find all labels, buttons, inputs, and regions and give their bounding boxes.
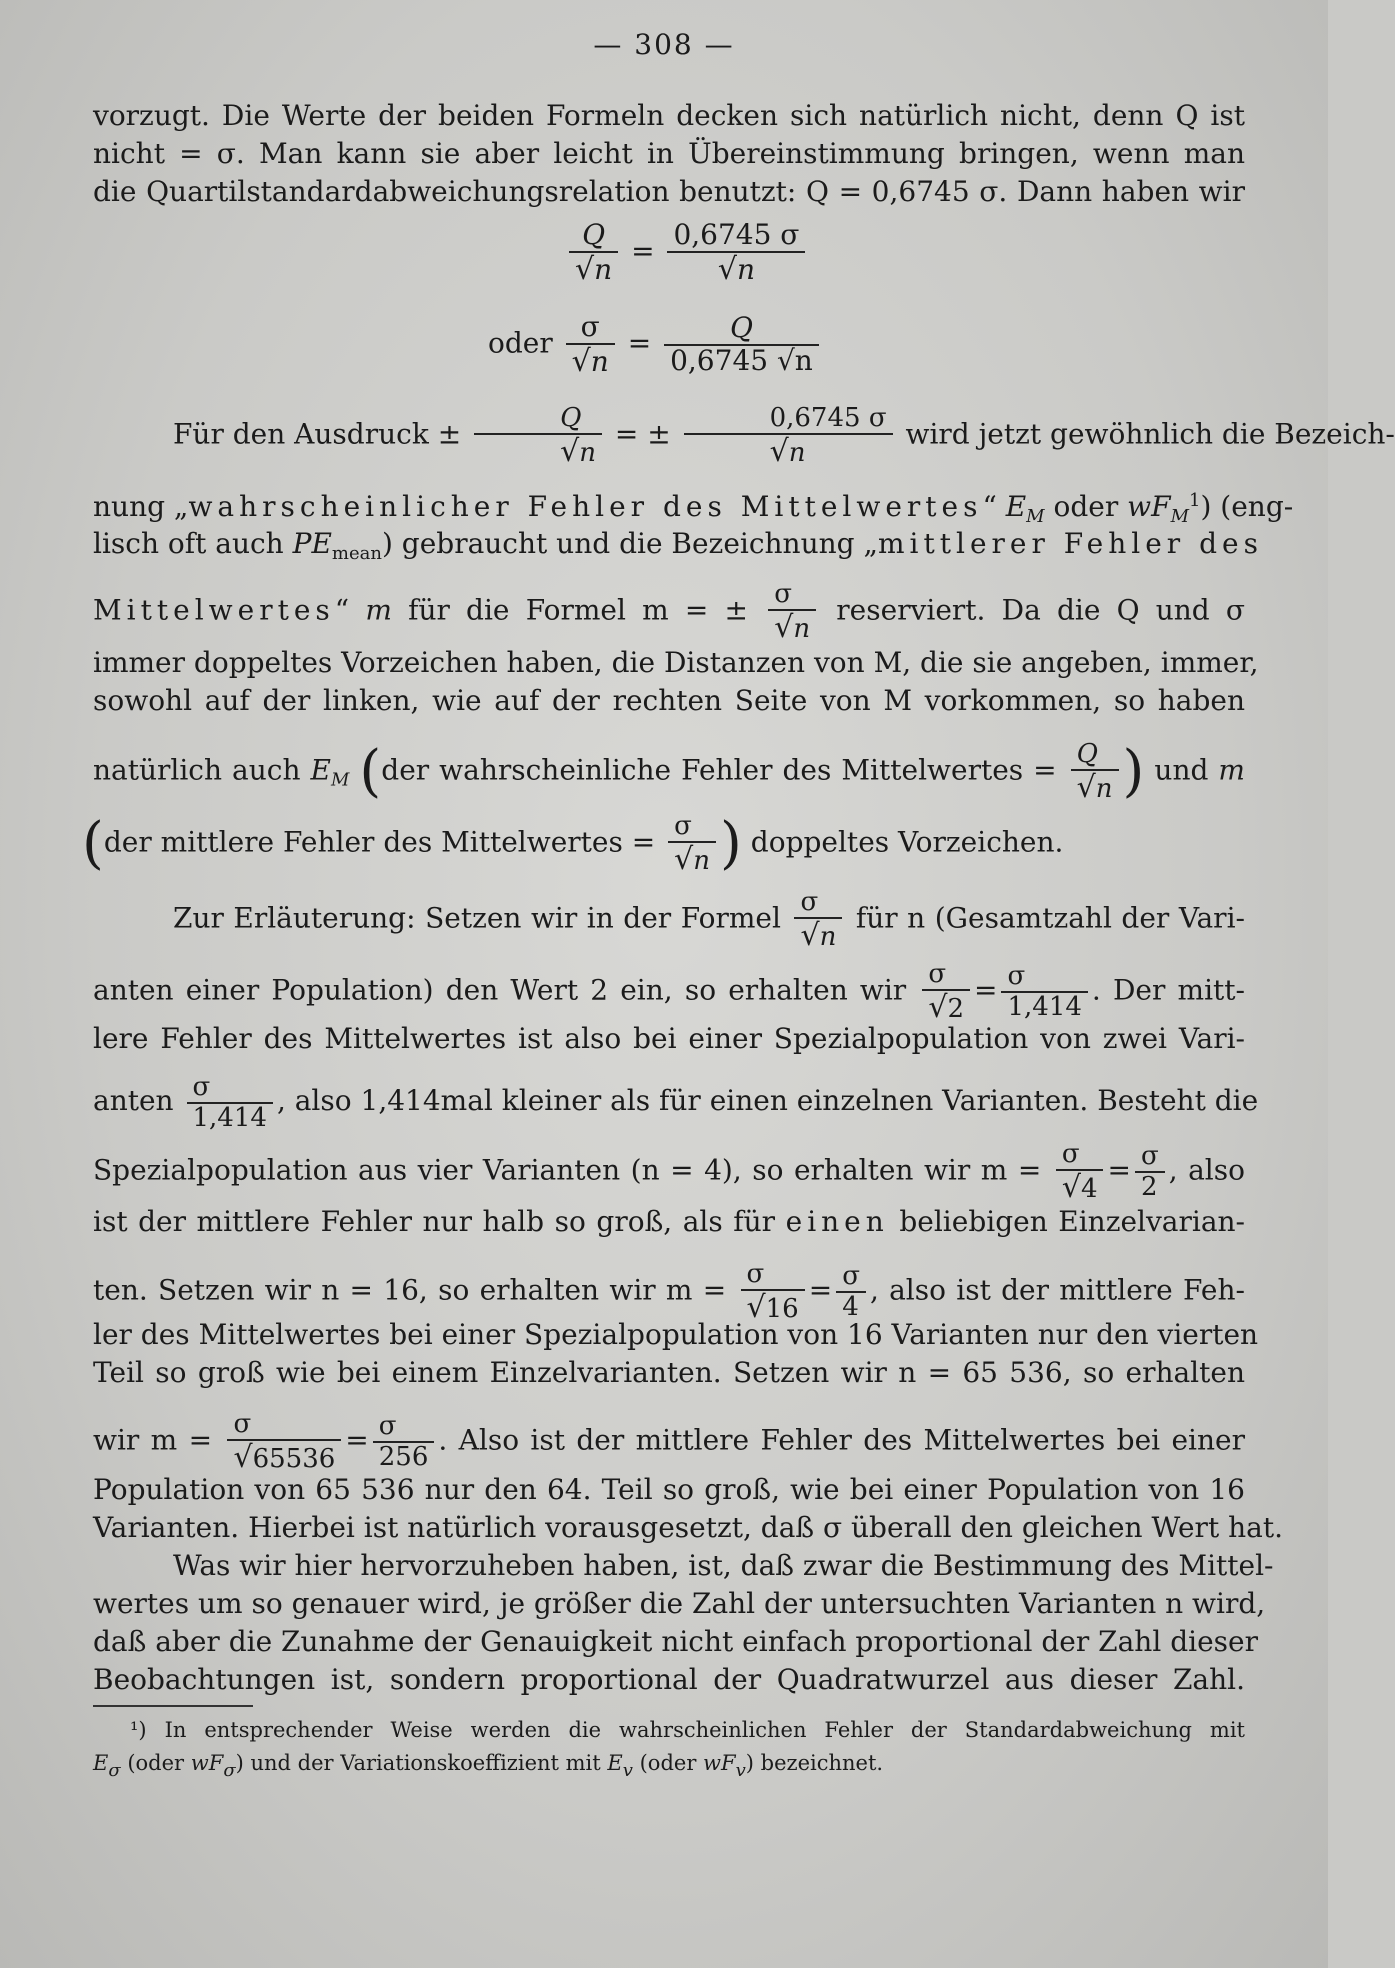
text-line-7	[93, 580, 1245, 644]
l7-m: m	[365, 593, 392, 627]
left-bracket: (	[82, 810, 104, 876]
eq2-lhs-den: n	[590, 344, 609, 378]
eq1-rhs-num: 0,6745 σ	[673, 218, 800, 251]
l11-den: n	[693, 845, 711, 876]
l7-a: “	[334, 593, 350, 627]
radical-icon: √	[1076, 769, 1096, 805]
eq2-prefix: oder	[488, 326, 553, 360]
l12-den: n	[819, 921, 837, 952]
l10-em-sub: M	[330, 769, 350, 791]
text-line-18: ten. Setzen wir n = 16, so erhalten wir m = $\frac{\sigma}{√16}$ = $\frac{\sigma}{4}$ , also ist der mittlere Feh-	[93, 1259, 1245, 1325]
eq1-lhs-num: Q	[582, 218, 606, 251]
text-line-4	[93, 403, 1395, 469]
text-line-3: die Quartilstandardabweichungsrelation benutzt: Q = 0,6745 σ. Dann haben wir	[93, 175, 1245, 208]
l7-num: σ	[774, 579, 792, 609]
l10-num: Q	[1076, 739, 1098, 769]
footnote-divider	[93, 1705, 253, 1707]
radical-icon: √	[571, 343, 591, 379]
radical-icon: √	[233, 1439, 253, 1475]
l6-b: ) gebraucht und die Bezeichnung „	[381, 527, 878, 560]
l5-wf-sub: M	[1170, 506, 1190, 527]
l13-a: anten einer Population) den Wert 2 ein, so erhalten wir	[93, 973, 907, 1007]
equation-2: oder $\frac{\sigma}{√n}$ = $\frac{Q}{0,6745 √n}$	[488, 312, 823, 378]
fn-d: ) bezeichnet.	[745, 1751, 884, 1775]
text-line-19: ler des Mittelwertes bei einer Spezialpopulation von 16 Varianten nur den vierten	[93, 1318, 1259, 1351]
l18-den1: 16	[765, 1293, 799, 1324]
l13-num2: σ	[1007, 961, 1026, 992]
l5-em-sub: M	[1026, 506, 1045, 527]
l4-num2: 0,6745 σ	[769, 403, 887, 433]
eq2-lhs-num: σ	[580, 310, 600, 343]
l6-pe: PE	[292, 527, 332, 560]
fn-wf-sub: σ	[223, 1760, 236, 1781]
fn-wfv-sub: v	[735, 1760, 746, 1781]
fn-e: E	[93, 1751, 109, 1775]
fn-e-sub: σ	[108, 1760, 121, 1781]
text-line-2: nicht = σ. Man kann sie aber leicht in Übereinstimmung bringen, wenn man	[93, 137, 1245, 170]
l12-num: σ	[800, 887, 819, 917]
l5-c: oder	[1053, 490, 1119, 523]
l10-a: natürlich auch	[93, 753, 301, 787]
right-bracket: )	[720, 810, 742, 876]
l16-den2: 2	[1135, 1171, 1165, 1202]
l4-den1: n	[579, 437, 596, 468]
text-line-20: Teil so groß wie bei einem Einzelvarianten. Setzen wir n = 65 536, so erhalten	[93, 1356, 1245, 1389]
equation-1: $\frac{Q}{√n}$ = $\frac{0,6745 \sigma}{√n}$	[565, 220, 809, 286]
l10-c: und	[1154, 753, 1209, 787]
l13-den1: 2	[947, 993, 965, 1024]
l5-b: “	[982, 490, 997, 523]
text-line-26: daß aber die Zunahme der Genauigkeit nicht einfach proportional der Zahl dieser	[93, 1625, 1258, 1658]
text-line-23: Varianten. Hierbei ist natürlich vorausgesetzt, daß σ überall den gleichen Wert hat.	[93, 1511, 1283, 1544]
l17-b: beliebigen Einzelvarian-	[899, 1205, 1246, 1238]
l7-c: m = ±	[642, 593, 748, 627]
l18-num1: σ	[746, 1259, 765, 1289]
l13-num1: σ	[928, 959, 947, 989]
l15-num: σ	[192, 1072, 211, 1102]
l5-spaced: wahrscheinlicher Fehler des Mittelwertes	[188, 490, 983, 523]
l17-a: ist der mittlere Fehler nur halb so groß, als für	[93, 1205, 776, 1238]
text-line-13: anten einer Population) den Wert 2 ein, so erhalten wir $\frac{\sigma}{√2}$ = $\frac{\sigma}{1,414}$ . Der mitt-	[93, 959, 1246, 1025]
text-line-10	[93, 740, 1245, 804]
l18-num2: σ	[842, 1261, 860, 1292]
l13-b: . Der mitt-	[1091, 973, 1246, 1007]
l5-em: E	[1005, 490, 1027, 523]
l17-spaced: einen	[785, 1205, 889, 1238]
l16-den1: 4	[1080, 1173, 1098, 1204]
l21-den1: 65536	[252, 1443, 336, 1474]
text-line-8: immer doppeltes Vorzeichen haben, die Distanzen von M, die sie angeben, immer,	[93, 646, 1259, 679]
fn-wf: wF	[190, 1751, 224, 1775]
text-line-14: lere Fehler des Mittelwertes ist also bei einer Spezialpopulation von zwei Vari-	[93, 1022, 1245, 1055]
eq1-lhs-den: n	[594, 252, 613, 286]
radical-icon: √	[717, 251, 737, 287]
radical-icon: √	[928, 989, 948, 1025]
l12-a: Zur Erläuterung: Setzen wir in der Formel	[173, 901, 781, 935]
radical-icon: √	[774, 609, 794, 645]
l18-b: , also ist der mittlere Feh-	[869, 1273, 1245, 1307]
text-line-21: wir m = $\frac{\sigma}{√65536}$ = $\frac{\sigma}{256}$ . Also ist der mittlere Fehler des Mittelwertes bei einer	[93, 1409, 1245, 1475]
l15-den: 1,414	[187, 1102, 273, 1133]
l10-den: n	[1095, 773, 1113, 804]
l16-num2: σ	[1140, 1141, 1159, 1172]
text-line-22: Population von 65 536 nur den 64. Teil so groß, wie bei einer Population von 16	[93, 1473, 1245, 1506]
text-line-5	[93, 487, 1294, 527]
text-line-15	[93, 1072, 1259, 1133]
radical-icon: √	[746, 1289, 766, 1325]
l16-a: Spezialpopulation aus vier Varianten (n = 4), so erhalten wir m =	[93, 1153, 1042, 1187]
l15-b: , also 1,414mal kleiner als für einen einzelnen Varianten. Besteht die	[276, 1084, 1259, 1118]
l15-a: anten	[93, 1084, 174, 1118]
eq1-rhs-den: n	[736, 252, 756, 286]
l4-mid: = ±	[614, 417, 671, 451]
l7-spaced: Mittelwertes	[93, 593, 335, 627]
l7-den: n	[793, 613, 811, 644]
fn-wfv: wF	[703, 1751, 736, 1775]
page-number: — 308 —	[593, 28, 735, 61]
footnote-line-2	[93, 1748, 1245, 1781]
l10-em: E	[310, 753, 331, 787]
radical-icon: √	[674, 841, 694, 877]
footnote-mark: 1	[1189, 490, 1201, 511]
eq2-rhs-num: Q	[729, 311, 753, 345]
l21-num1: σ	[233, 1409, 252, 1439]
fn-ev: E	[607, 1751, 623, 1775]
text-line-9: sowohl auf der linken, wie auf der rechten Seite von M vorkommen, so haben	[93, 684, 1245, 717]
l21-a: wir m =	[93, 1423, 213, 1457]
radical-icon: √	[800, 917, 820, 953]
fn-a: (oder	[127, 1751, 185, 1775]
l21-b: . Also ist der mittlere Fehler des Mittelwertes bei einer	[438, 1423, 1245, 1457]
radical-icon: √	[1061, 1169, 1081, 1205]
l6-spaced: mittlerer Fehler des	[877, 527, 1263, 560]
fn-ev-sub: v	[622, 1760, 633, 1781]
text-line-1: vorzugt. Die Werte der beiden Formeln decken sich natürlich nicht, denn Q ist	[93, 99, 1245, 132]
l5-a: nung „	[93, 490, 189, 523]
fn-c: (oder	[639, 1751, 697, 1775]
text-line-16: Spezialpopulation aus vier Varianten (n = 4), so erhalten wir m = $\frac{\sigma}{√4}$ = $\frac{\sigma}{2}$ , also	[93, 1139, 1245, 1205]
l18-den2: 4	[836, 1291, 866, 1322]
l21-num2: σ	[378, 1411, 397, 1442]
l12-b: für n (Gesamtzahl der Vari-	[855, 901, 1245, 935]
text-line-24: Was wir hier hervorzuheben haben, ist, daß zwar die Bestimmung des Mittel-	[173, 1549, 1274, 1582]
left-bracket: (	[359, 738, 382, 804]
l18-a: ten. Setzen wir n = 16, so erhalten wir m =	[93, 1273, 727, 1307]
l4-num1: Q	[560, 403, 582, 433]
l7-b: für die Formel	[408, 593, 626, 627]
l6-a: lisch oft auch	[93, 527, 284, 560]
text-line-17	[93, 1202, 1245, 1242]
text-line-27: Beobachtungen ist, sondern proportional der Quadratwurzel aus dieser Zahl.	[93, 1663, 1245, 1696]
l6-pe-sub: mean	[331, 543, 382, 564]
l4-a: Für den Ausdruck ±	[173, 417, 462, 451]
l16-b: , also	[1168, 1153, 1245, 1187]
radical-icon: √	[575, 251, 595, 287]
l13-den2: 1,414	[1001, 991, 1087, 1022]
l16-num1: σ	[1061, 1139, 1080, 1169]
radical-icon: √	[560, 433, 580, 469]
l11-num: σ	[674, 811, 692, 841]
l10-m: m	[1218, 753, 1245, 787]
l5-wf: wF	[1127, 490, 1171, 523]
text-line-12	[173, 888, 1245, 952]
l10-b: der wahrscheinliche Fehler des Mittelwertes =	[381, 753, 1057, 787]
l7-d: reserviert. Da die Q und σ	[836, 593, 1246, 627]
l21-den2: 256	[373, 1441, 435, 1472]
footnote-line-1: ¹) In entsprechender Weise werden die wahrscheinlichen Fehler der Standardabweichung mit	[130, 1718, 1245, 1742]
l4-den2: n	[788, 437, 806, 468]
text-line-11	[82, 812, 1234, 876]
l11-a: der mittlere Fehler des Mittelwertes =	[103, 825, 656, 859]
fn-b: ) und der Variationskoeffizient mit	[235, 1751, 601, 1775]
radical-icon: √	[769, 433, 789, 469]
text-line-25: wertes um so genauer wird, je größer die Zahl der untersuchten Varianten n wird,	[93, 1587, 1266, 1620]
l4-b: wird jetzt gewöhnlich die Bezeich-	[905, 417, 1395, 451]
l11-b: doppeltes Vorzeichen.	[750, 825, 1064, 859]
eq2-rhs-den: 0,6745 √n	[664, 344, 819, 377]
text-line-6	[93, 524, 1263, 564]
right-bracket: )	[1122, 738, 1145, 804]
l5-d: ) (eng-	[1200, 490, 1294, 523]
